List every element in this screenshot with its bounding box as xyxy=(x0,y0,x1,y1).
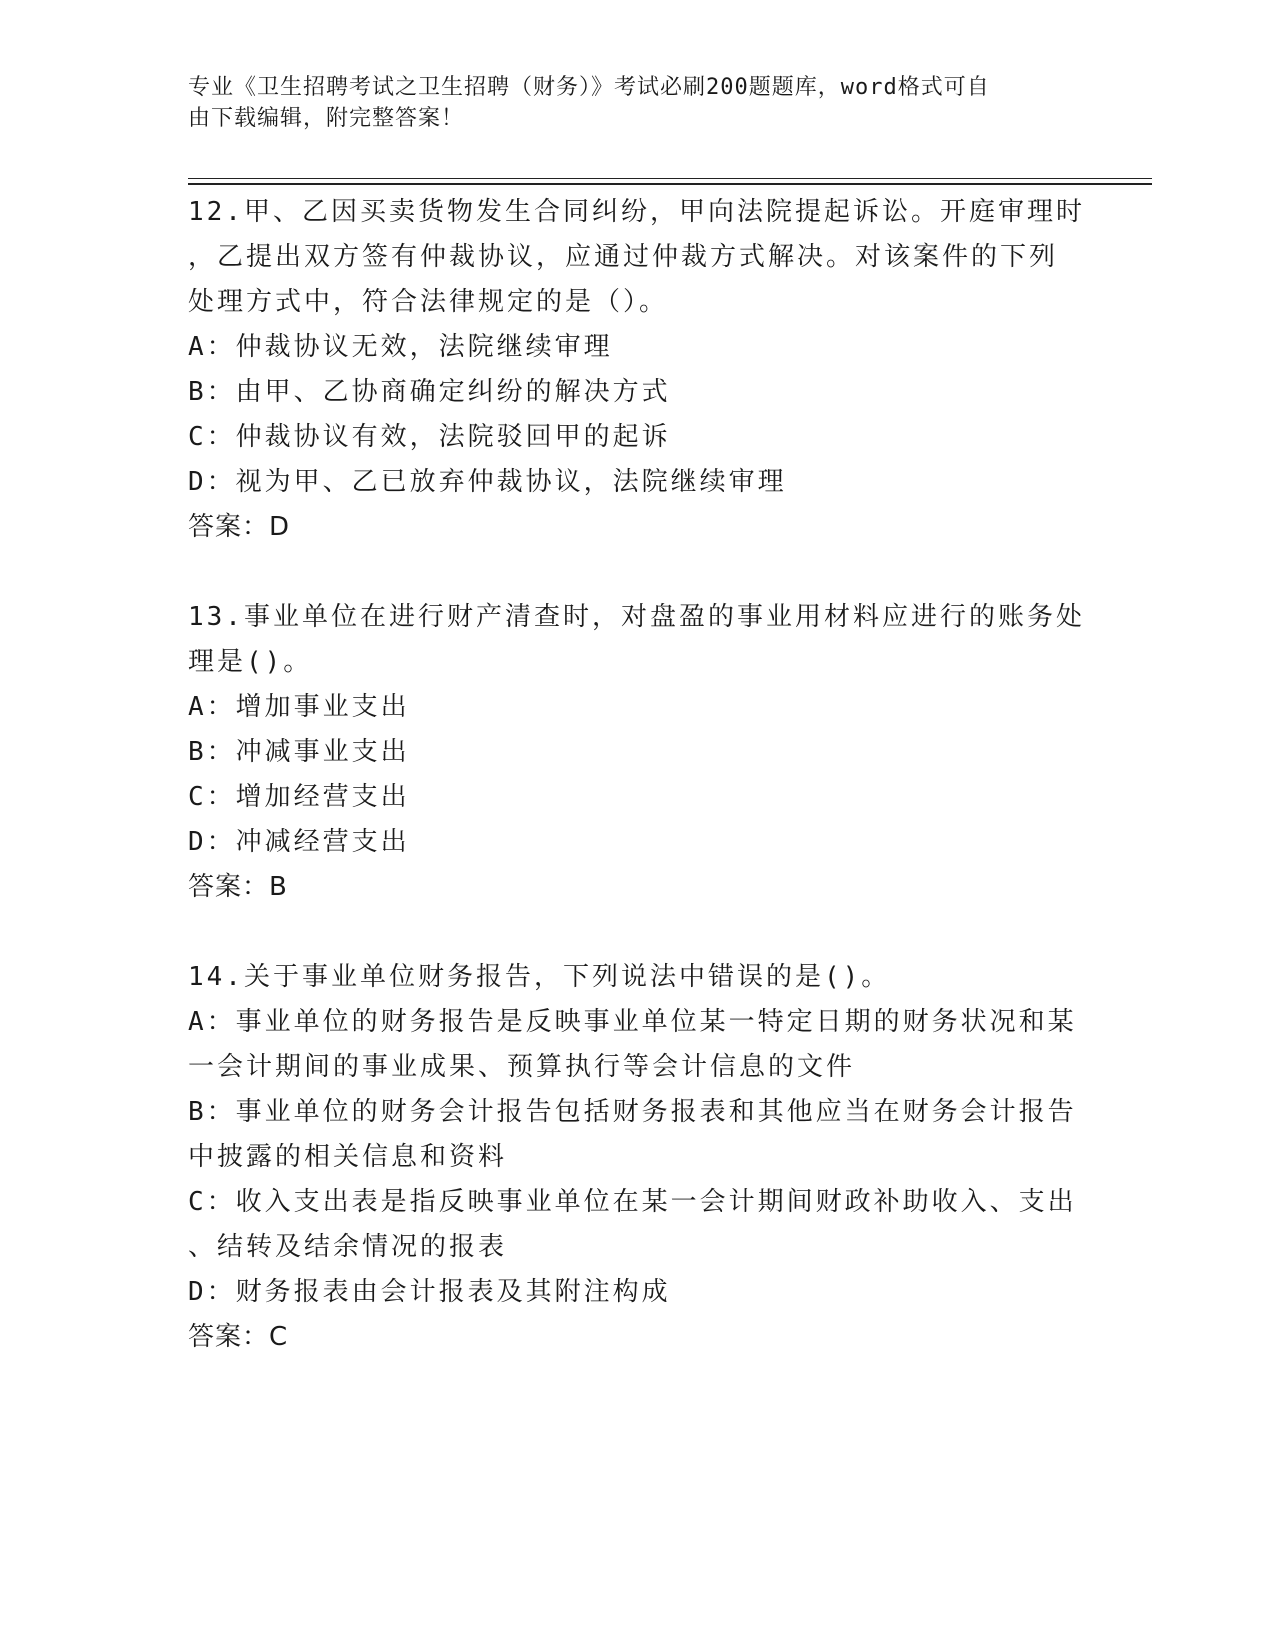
answer: 答案：C xyxy=(188,1322,289,1352)
option-a: A：仲裁协议无效，法院继续审理 xyxy=(188,332,613,362)
option-c: C：仲裁协议有效，法院驳回甲的起诉 xyxy=(188,422,671,452)
option-a-continuation: 一会计期间的事业成果、预算执行等会计信息的文件 xyxy=(188,1052,856,1082)
question-stem-line: 12.甲、乙因买卖货物发生合同纠纷，甲向法院提起诉讼。开庭审理时 xyxy=(188,197,1085,227)
option-b: B：冲减事业支出 xyxy=(188,737,410,767)
option-d: D：冲减经营支出 xyxy=(188,827,410,857)
question-stem-line: 13.事业单位在进行财产清查时，对盘盈的事业用材料应进行的账务处 xyxy=(188,602,1085,632)
question-13 xyxy=(188,595,1088,910)
question-stem-line: 14.关于事业单位财务报告，下列说法中错误的是()。 xyxy=(188,962,891,992)
header-divider-thick xyxy=(188,183,1152,185)
answer: 答案：B xyxy=(188,872,288,902)
option-a: A：增加事业支出 xyxy=(188,692,410,722)
document-header xyxy=(188,72,1068,134)
option-a: A：事业单位的财务报告是反映事业单位某一特定日期的财务状况和某 xyxy=(188,1007,1077,1037)
header-line: 由下载编辑，附完整答案！ xyxy=(188,106,465,131)
question-list xyxy=(188,190,1088,1360)
header-line: 专业《卫生招聘考试之卫生招聘（财务）》考试必刷200题题库，word格式可自 xyxy=(188,75,990,100)
question-14 xyxy=(188,955,1088,1360)
question-12 xyxy=(188,190,1088,550)
option-c: C：收入支出表是指反映事业单位在某一会计期间财政补助收入、支出 xyxy=(188,1187,1077,1217)
option-d: D：视为甲、乙已放弃仲裁协议，法院继续审理 xyxy=(188,467,787,497)
question-stem-line: ，乙提出双方签有仲裁协议，应通过仲裁方式解决。对该案件的下列 xyxy=(188,242,1059,272)
question-stem-line: 理是()。 xyxy=(188,647,313,677)
option-c: C：增加经营支出 xyxy=(188,782,410,812)
header-divider-thin xyxy=(188,178,1152,179)
answer: 答案：D xyxy=(188,512,291,542)
option-b: B：由甲、乙协商确定纠纷的解决方式 xyxy=(188,377,671,407)
option-b: B：事业单位的财务会计报告包括财务报表和其他应当在财务会计报告 xyxy=(188,1097,1077,1127)
option-c-continuation: 、结转及结余情况的报表 xyxy=(188,1232,508,1262)
question-stem-line: 处理方式中，符合法律规定的是（）。 xyxy=(188,287,669,317)
option-b-continuation: 中披露的相关信息和资料 xyxy=(188,1142,508,1172)
option-d: D：财务报表由会计报表及其附注构成 xyxy=(188,1277,671,1307)
